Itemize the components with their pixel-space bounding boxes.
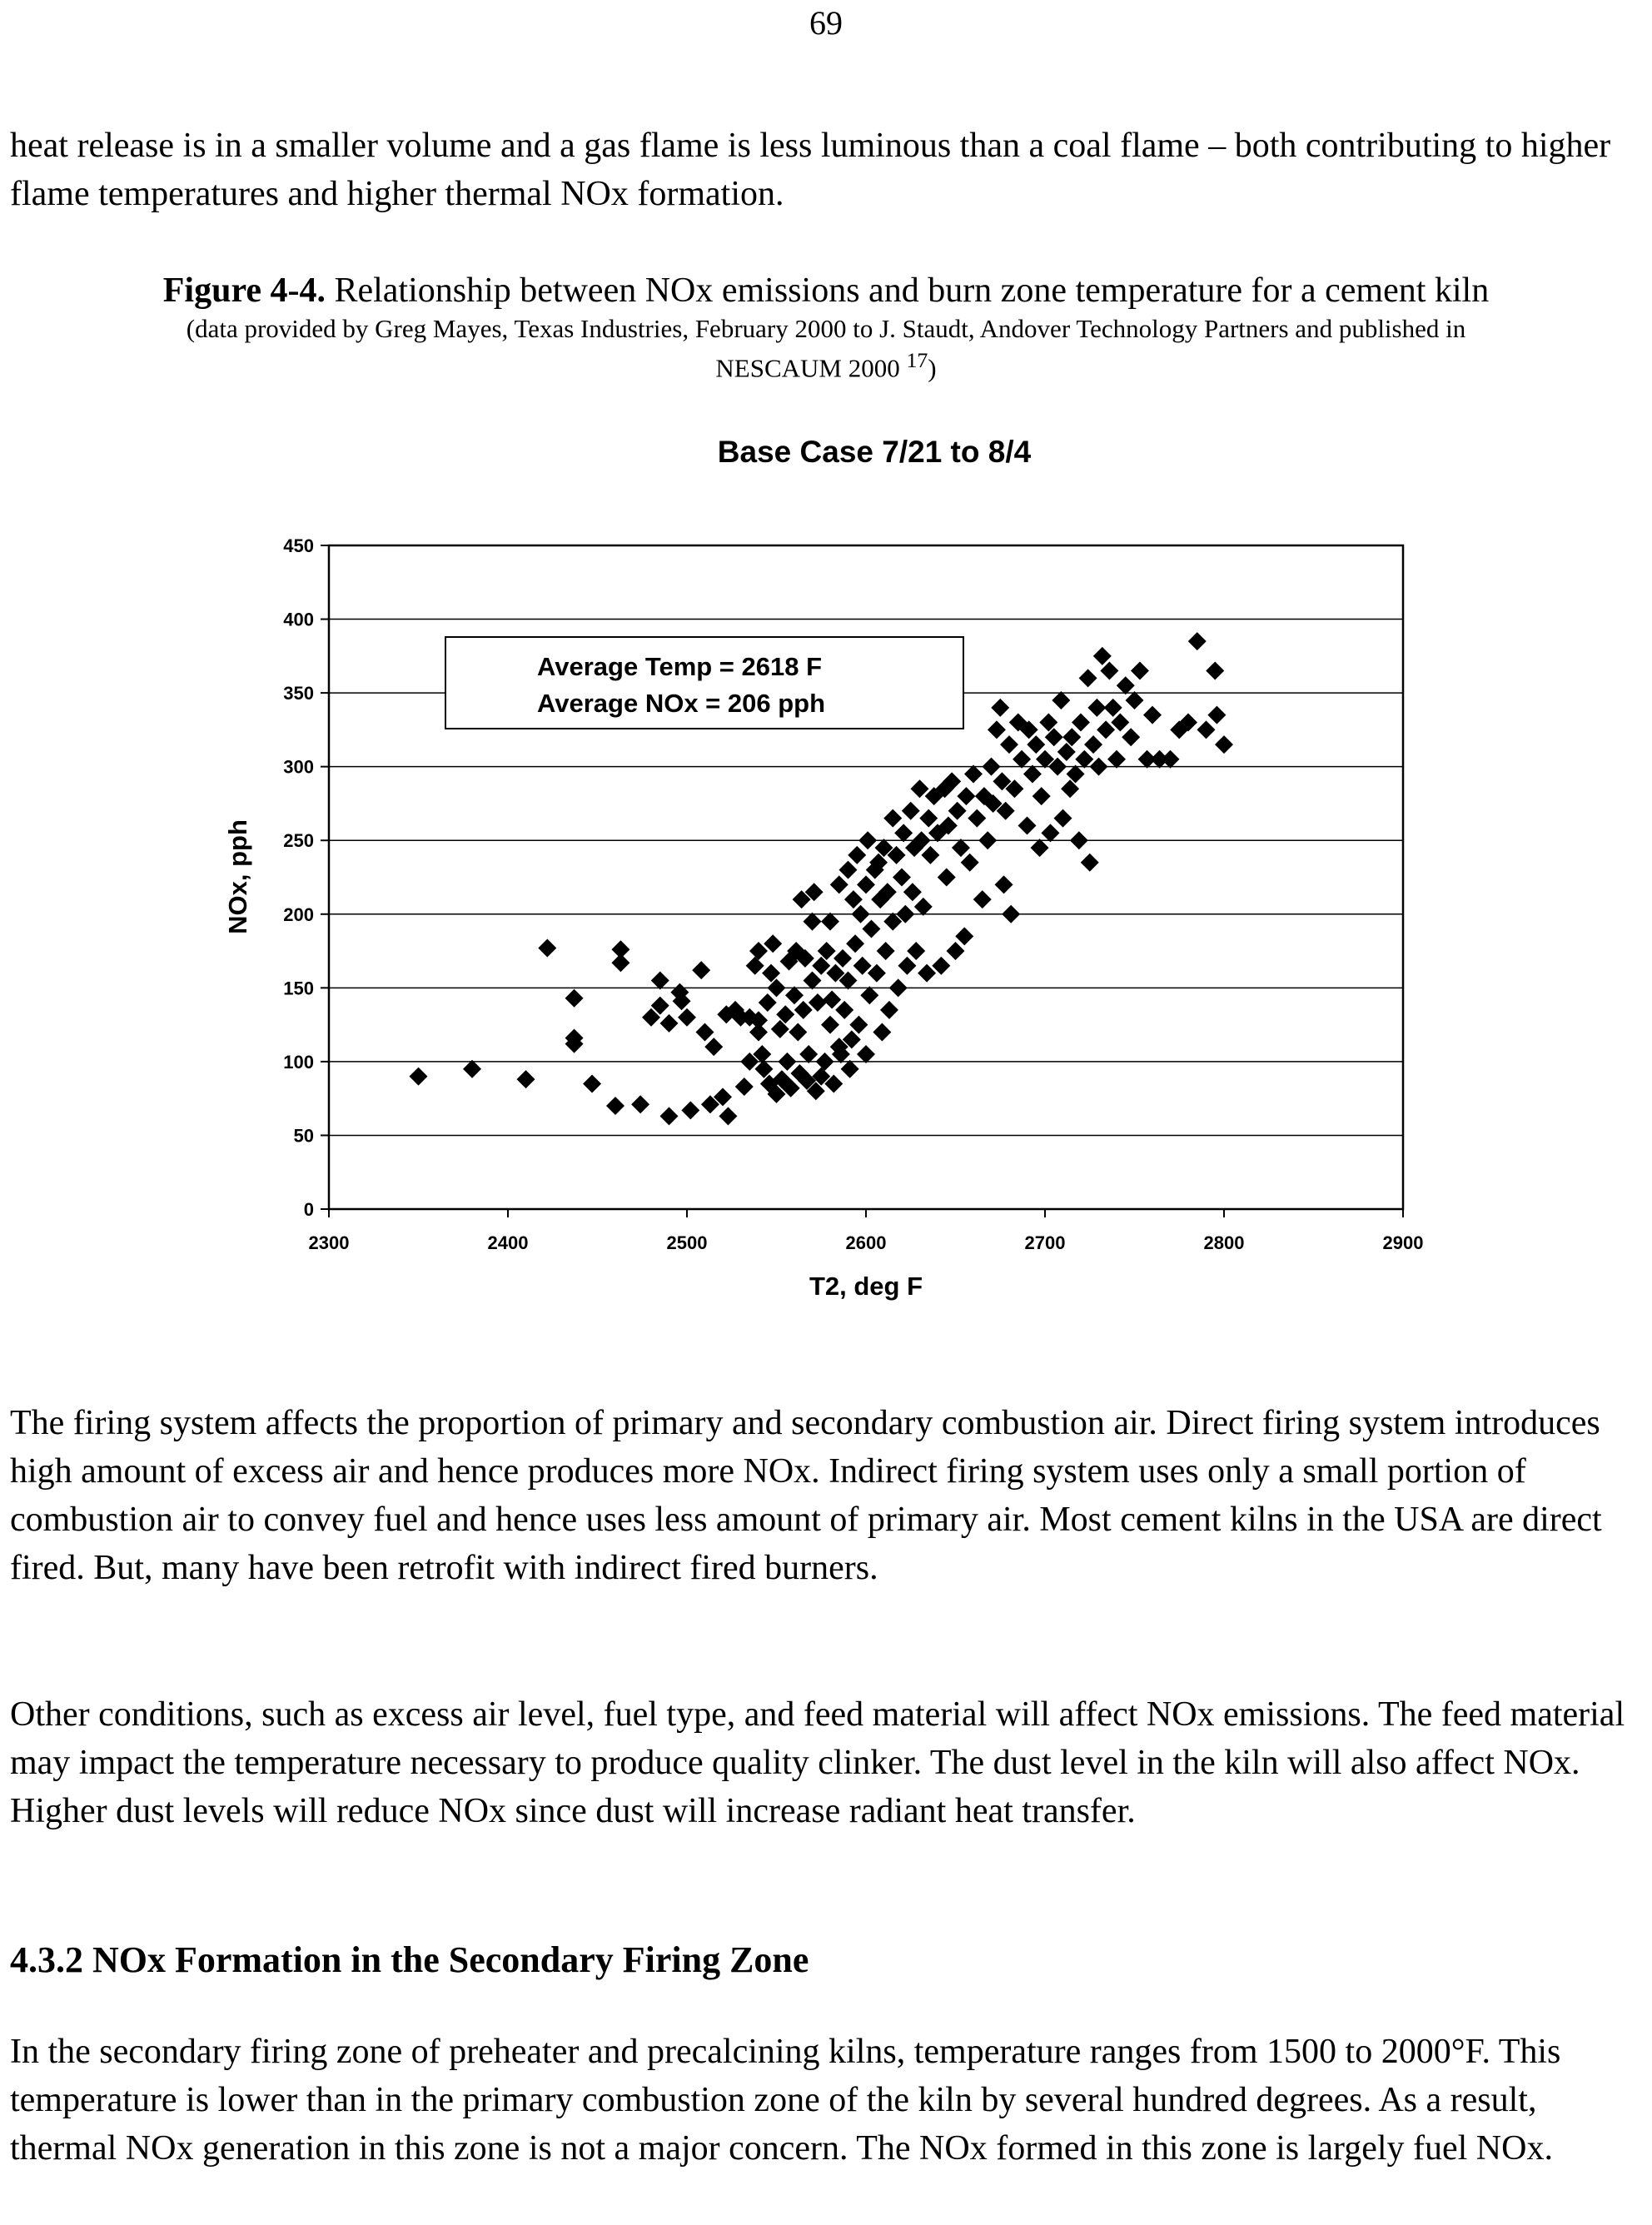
data-point (804, 971, 822, 989)
y-tick-label: 350 (283, 683, 314, 704)
data-point (1062, 728, 1081, 746)
data-point (902, 802, 920, 820)
data-point (816, 1053, 834, 1071)
y-tick-label: 450 (283, 535, 314, 556)
x-tick-label: 2300 (308, 1232, 350, 1253)
y-axis-ticks (283, 535, 329, 1220)
y-tick-label: 300 (283, 756, 314, 778)
annotation-line-2: Average NOx = 206 pph (537, 689, 826, 718)
data-point (1143, 706, 1162, 724)
data-point (1000, 735, 1018, 754)
data-point (1131, 662, 1149, 680)
data-point (1162, 750, 1180, 769)
data-point (1023, 765, 1042, 784)
data-point (846, 934, 864, 953)
y-tick-label: 400 (283, 609, 314, 630)
data-point (964, 765, 983, 784)
data-point (719, 1107, 737, 1125)
data-point (1070, 831, 1088, 849)
data-point (651, 971, 669, 989)
y-tick-label: 250 (283, 830, 314, 852)
data-point (778, 1053, 796, 1071)
scatter-chart (200, 416, 1465, 1332)
data-point (410, 1068, 428, 1086)
y-tick-label: 150 (283, 978, 314, 999)
data-point (978, 831, 997, 849)
intro-paragraph: heat release is in a smaller volume and a gas flame is less luminous than a coal flame – both contributing to higher flame temperatures and higher thermal NOx formation. (10, 127, 1611, 213)
data-point (1197, 720, 1216, 739)
figure-source-line-2 (0, 345, 1652, 384)
data-point (848, 846, 866, 864)
data-point (660, 1107, 679, 1125)
data-point (857, 1045, 875, 1063)
data-point (857, 875, 875, 893)
data-point (821, 913, 839, 931)
data-point (1018, 817, 1037, 835)
data-point (914, 898, 933, 916)
figure-label: Figure 4-4. (162, 271, 326, 310)
data-point (696, 1023, 714, 1041)
x-tick-label: 2600 (845, 1232, 887, 1253)
y-tick-label: 50 (293, 1125, 314, 1147)
data-point (818, 942, 836, 960)
data-point (894, 824, 913, 842)
annotation-line-1: Average Temp = 2618 F (537, 652, 823, 681)
data-point (704, 1038, 723, 1056)
page-number: 69 (809, 4, 843, 42)
data-point (903, 883, 922, 901)
x-tick-label: 2700 (1024, 1232, 1066, 1253)
data-point (858, 831, 877, 849)
data-point (1032, 787, 1051, 805)
x-tick-label: 2900 (1382, 1232, 1424, 1253)
section-heading: 4.3.2 NOx Formation in the Secondary Firing Zone (10, 1939, 809, 1980)
data-point (1122, 728, 1140, 746)
x-tick-label: 2500 (666, 1232, 708, 1253)
data-point (995, 875, 1013, 893)
data-point (660, 1014, 679, 1033)
figure-title: Relationship between NOx emissions and burn zone temperature for a cement kiln (334, 271, 1490, 310)
data-point (692, 961, 710, 979)
data-point (988, 720, 1006, 739)
data-point (746, 957, 764, 975)
data-point (830, 875, 848, 893)
data-point (1002, 905, 1020, 923)
data-point (907, 942, 925, 960)
data-point (947, 942, 965, 960)
firing-system-paragraph: The firing system affects the proportion of primary and secondary combustion air. Direct firing system introduces high amount of excess air and hence produces more NOx. Indirect firing system uses only a small portion of combustion air to convey fuel and hence uses less amount of primary air. Most cement kilns in the USA are direct fired. But, many have been retrofit with indirect fired burners. (10, 1404, 1602, 1587)
data-point (1045, 728, 1063, 746)
data-point (1206, 662, 1224, 680)
data-point (983, 758, 1001, 776)
data-point (938, 869, 956, 887)
y-tick-label: 200 (283, 903, 314, 925)
data-point (835, 1001, 853, 1019)
data-point (955, 927, 973, 945)
data-point (889, 978, 908, 997)
data-point (1081, 854, 1099, 872)
data-point (1215, 735, 1233, 754)
data-point (681, 1101, 699, 1119)
data-point (841, 1060, 859, 1078)
secondary-firing-paragraph: In the secondary firing zone of preheater and precalcining kilns, temperature ranges from 1500 to 2000°F. This temperature is lower than in the primary combustion zone of the kiln by several hundred degrees. As a result, thermal NOx generation in this zone is not a major concern. The NOx formed in this zone is largely fuel NOx. (10, 2033, 1561, 2168)
data-point (957, 787, 975, 805)
data-point (776, 1005, 794, 1023)
data-point (880, 1001, 898, 1019)
data-point (1067, 765, 1085, 784)
data-point (877, 942, 895, 960)
data-point (921, 846, 939, 864)
x-tick-label: 2400 (487, 1232, 529, 1253)
data-point (1117, 676, 1135, 694)
data-point (860, 986, 878, 1004)
average-annotation (445, 637, 963, 729)
data-point (1084, 735, 1102, 754)
x-tick-label: 2800 (1203, 1232, 1245, 1253)
data-point (768, 978, 786, 997)
data-point (968, 809, 986, 828)
other-conditions-paragraph: Other conditions, such as excess air level, fuel type, and feed material will affect NOx emissions. The feed material may impact the temperature necessary to produce quality clinker. The dust level in the kiln will also affect NOx. Higher dust levels will reduce NOx since dust will increase radiant heat transfer. (10, 1695, 1625, 1830)
data-point (804, 913, 822, 931)
data-point (1061, 779, 1079, 798)
data-point (1188, 632, 1207, 650)
data-point (1013, 750, 1031, 769)
data-point (952, 839, 970, 857)
figure-source-line-1: (data provided by Greg Mayes, Texas Industries, February 2000 to J. Staudt, Andover Technology Partners and published in (186, 314, 1466, 343)
data-point (789, 1023, 807, 1041)
figure-source-close: ) (928, 353, 937, 383)
data-point (961, 854, 979, 872)
data-point (1072, 714, 1090, 732)
data-point (893, 869, 911, 887)
data-point (1057, 743, 1076, 761)
x-axis-ticks (309, 1209, 1424, 1253)
figure-caption-main (0, 268, 1652, 313)
data-point (991, 699, 1009, 717)
data-point (873, 1023, 891, 1041)
data-point (606, 1097, 624, 1115)
data-point (883, 809, 902, 828)
data-point (1054, 809, 1072, 828)
y-tick-label: 0 (303, 1199, 314, 1220)
data-point (517, 1070, 535, 1088)
figure-reference-number: 17 (906, 348, 928, 372)
data-point (785, 986, 804, 1004)
data-point (1041, 824, 1059, 842)
data-point (735, 1078, 754, 1096)
figure-caption (0, 268, 1652, 384)
data-point (862, 919, 880, 938)
data-point (839, 861, 858, 879)
data-point (631, 1095, 649, 1113)
data-point (823, 991, 841, 1009)
data-point (1107, 750, 1126, 769)
data-point (1126, 691, 1144, 709)
data-point (1087, 699, 1106, 717)
data-point (678, 1008, 696, 1027)
data-point (799, 1045, 818, 1063)
chart-title: Base Case 7/21 to 8/4 (717, 435, 1032, 469)
data-point (759, 993, 777, 1012)
data-point (762, 964, 780, 983)
data-point (1207, 706, 1226, 724)
data-point (1031, 839, 1049, 857)
data-point (1039, 714, 1057, 732)
y-axis-label: NOx, pph (223, 819, 252, 934)
data-point (771, 1020, 789, 1038)
data-point (583, 1074, 601, 1093)
figure-source-text: NESCAUM 2000 (715, 353, 900, 383)
data-point (611, 953, 629, 972)
data-point (973, 890, 992, 908)
data-point (919, 809, 938, 828)
data-point (565, 989, 584, 1008)
data-point (821, 1016, 839, 1034)
data-point (1079, 669, 1097, 687)
data-point (538, 939, 556, 958)
data-point (1052, 691, 1070, 709)
x-axis-label: T2, deg F (809, 1272, 923, 1301)
data-point (948, 802, 967, 820)
y-tick-label: 100 (283, 1051, 314, 1073)
data-point (898, 957, 916, 975)
chart-svg (200, 416, 1465, 1332)
data-point (463, 1060, 481, 1078)
